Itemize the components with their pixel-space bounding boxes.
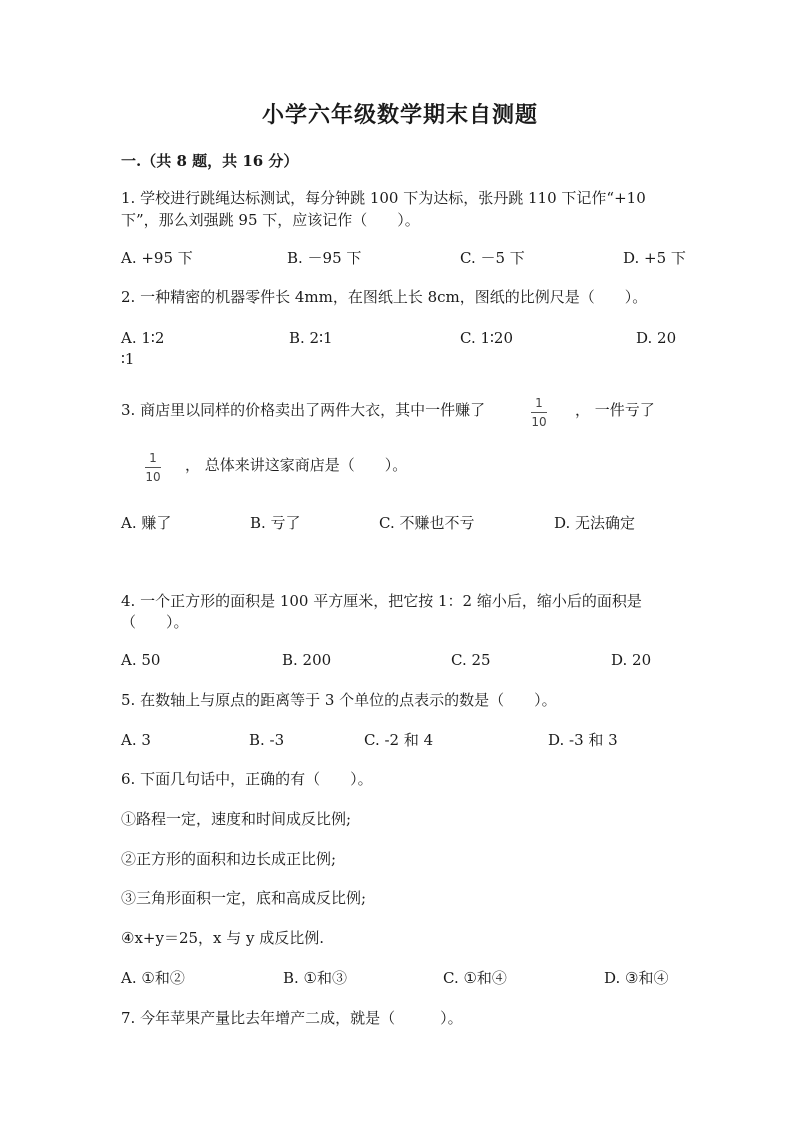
q1-option-d: D. +5 下 — [623, 249, 686, 267]
fraction-numerator: 1 — [535, 396, 543, 410]
q6-statement-3: ③三角形面积一定，底和高成反比例; — [121, 889, 367, 907]
q4-option-d: D. 20 — [611, 651, 652, 669]
q3-option-c: C. 不赚也不亏 — [379, 514, 475, 532]
q6-statement-1: ①路程一定，速度和时间成反比例; — [121, 810, 352, 828]
q6-option-c: C. ①和④ — [443, 969, 507, 987]
q1-option-b: B. －95 下 — [287, 249, 362, 267]
section-heading: 一.（共 8 题，共 16 分） — [121, 152, 299, 170]
q4-option-b: B. 200 — [282, 651, 332, 669]
question-3-line-2: ， 总体来讲这家商店是（ ）。 — [185, 456, 408, 474]
page-title: 小学六年级数学期末自测题 — [261, 102, 538, 128]
q2-option-d-wrap: ∶1 — [121, 350, 135, 368]
question-4-line-1: 4. 一个正方形的面积是 100 平方厘米，把它按 1：2 缩小后，缩小后的面积是 — [121, 592, 642, 610]
question-1-line-1: 1. 学校进行跳绳达标测试，每分钟跳 100 下为达标，张丹跳 110 下记作“+10 — [121, 189, 646, 207]
question-7: 7. 今年苹果产量比去年增产二成，就是（ ）。 — [121, 1009, 463, 1027]
q4-option-a: A. 50 — [121, 651, 161, 669]
q6-option-d: D. ③和④ — [604, 969, 669, 987]
q6-statement-4: ④x+y＝25，x 与 y 成反比例. — [121, 929, 325, 947]
q2-option-c: C. 1∶20 — [460, 329, 514, 347]
question-1-line-2: 下”，那么刘强跳 95 下，应该记作（ ）。 — [121, 211, 420, 229]
q2-option-d: D. 20 — [636, 329, 677, 347]
q5-option-b: B. -3 — [249, 731, 285, 749]
q3-option-b: B. 亏了 — [250, 514, 301, 532]
q5-option-a: A. 3 — [121, 731, 151, 749]
question-5: 5. 在数轴上与原点的距离等于 3 个单位的点表示的数是（ ）。 — [121, 691, 557, 709]
question-3-line-1a: 3. 商店里以同样的价格卖出了两件大衣，其中一件赚了 — [121, 401, 486, 419]
q3-option-d: D. 无法确定 — [554, 514, 636, 532]
q6-statement-2: ②正方形的面积和边长成正比例; — [121, 850, 337, 868]
fraction-denominator: 10 — [531, 415, 547, 429]
fraction-one-tenth-2 — [145, 451, 161, 484]
question-6: 6. 下面几句话中，正确的有（ ）。 — [121, 770, 373, 788]
fraction-bar — [145, 467, 161, 468]
q2-option-a: A. 1∶2 — [121, 329, 165, 347]
fraction-numerator: 1 — [149, 451, 157, 465]
q4-option-c: C. 25 — [451, 651, 491, 669]
q5-option-c: C. -2 和 4 — [364, 731, 434, 749]
q3-option-a: A. 赚了 — [121, 514, 172, 532]
q5-option-d: D. -3 和 3 — [548, 731, 618, 749]
q1-option-c: C. －5 下 — [460, 249, 525, 267]
q6-option-a: A. ①和② — [121, 969, 185, 987]
q1-option-a: A. +95 下 — [121, 249, 193, 267]
fraction-bar — [531, 412, 547, 413]
fraction-denominator: 10 — [145, 470, 161, 484]
q6-option-b: B. ①和③ — [283, 969, 348, 987]
q2-option-b: B. 2∶1 — [289, 329, 333, 347]
question-2: 2. 一种精密的机器零件长 4mm，在图纸上长 8cm，图纸的比例尺是（ ）。 — [121, 288, 648, 306]
fraction-one-tenth — [531, 396, 547, 429]
question-3-line-1b: ， 一件亏了 — [575, 401, 655, 419]
question-4-line-2: （ ）。 — [121, 613, 189, 631]
